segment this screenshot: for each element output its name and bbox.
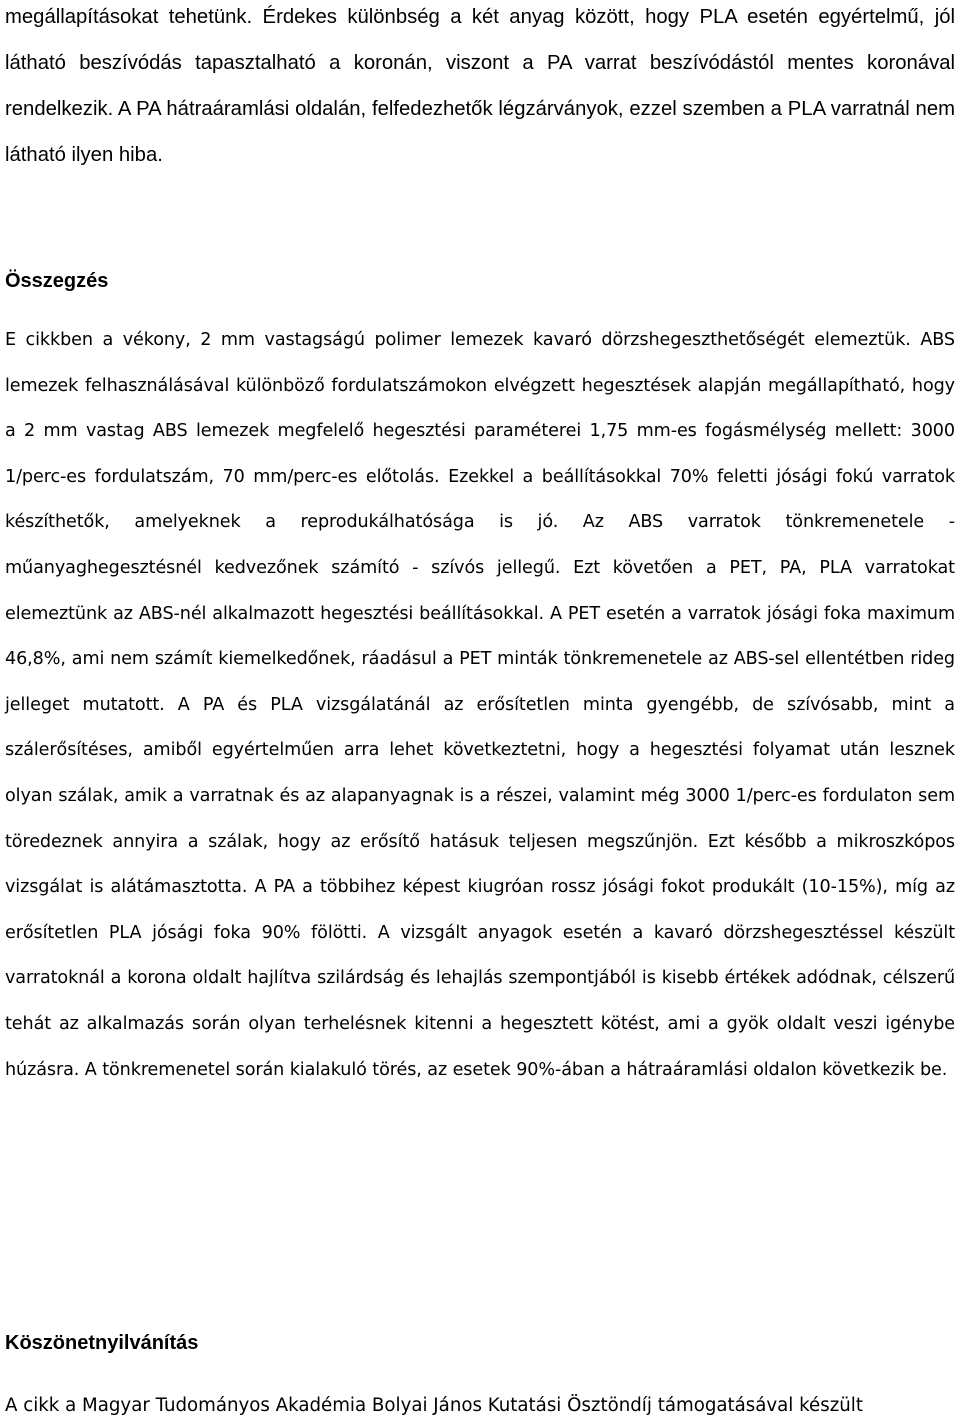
summary-paragraph: E cikkben a vékony, 2 mm vastagságú polimer lemezek kavaró dörzshegeszthetőségét elemeztük. ABS lemezek felhasználásával különböző fordulatszámokon elvégzett hegesztések alapján megállapítható, hogy a 2 mm vastag ABS lemezek megfelelő hegesztési paraméterei 1,75 mm-es fogásmélység mellett: 3000 1/perc-es fordulatszám, 70 mm/perc-es előtolás. Ezekkel a beállításokkal 70% feletti jósági fokú varratok készíthetők, amelyeknek a reprodukálhatósága is jó. Az ABS varratok tönkremenetele - műanyaghegesztésnél kedvezőnek számító - szívós jellegű. Ezt követően a PET, PA, PLA varratokat elemeztünk az ABS-nél alkalmazott hegesztési beállításokkal. A PET esetén a varratok jósági foka maximum 46,8%, ami nem számít kiemelkedőnek, ráadásul a PET minták tönkremenetele az ABS-sel ellentétben rideg jelleget mutatott. A PA és PLA vizsgálatánál az erősítetlen minta gyengébb, de szívósabb, mint a szálerősítéses, amiből egyértelműen arra lehet következtetni, hogy a hegesztési folyamat után lesznek olyan szálak, amik a varratnak és az alapanyagnak is a részei, valamint még 3000 1/perc-es fordulaton sem töredeznek annyira a szálak, hogy az erősítő hatásuk teljesen megszűnjön. Ezt később a mikroszkópos vizsgálat is alátámasztotta. A PA a többihez képest kiugróan rossz jósági fokot produkált (10-15%), míg az erősítetlen PLA jósági foka 90% fölötti. A vizsgált anyagok esetén a kavaró dörzshegesztéssel készült varratoknál a korona oldalt hajlítva szilárdság és lehajlás szempontjából is kisebb értékek adódnak, célszerű tehát az alkalmazás során olyan terhelésnek kitenni a hegesztett kötést, ami a gyök oldalt veszi igénybe húzásra. A tönkremenetel során kialakuló törés, az esetek 90%-ában a hátraáramlási oldalon következik be.	[5, 330, 955, 1080]
acknowledgements-paragraph: A cikk a Magyar Tudományos Akadémia Bolyai János Kutatási Ösztöndíj támogatásával készült	[5, 1395, 863, 1416]
summary-heading: Összegzés	[5, 270, 109, 292]
intro-paragraph: megállapításokat tehetünk. Érdekes különbség a két anyag között, hogy PLA esetén egyértelmű, jól látható beszívódás tapasztalható a koronán, viszont a PA varrat beszívódástól mentes koronával rendelkezik. A PA hátraáramlási oldalán, felfedezhetők légzárványok, ezzel szemben a PLA varratnál nem látható ilyen hiba.	[5, 6, 955, 166]
acknowledgements-heading: Köszönetnyilvánítás	[5, 1332, 199, 1354]
